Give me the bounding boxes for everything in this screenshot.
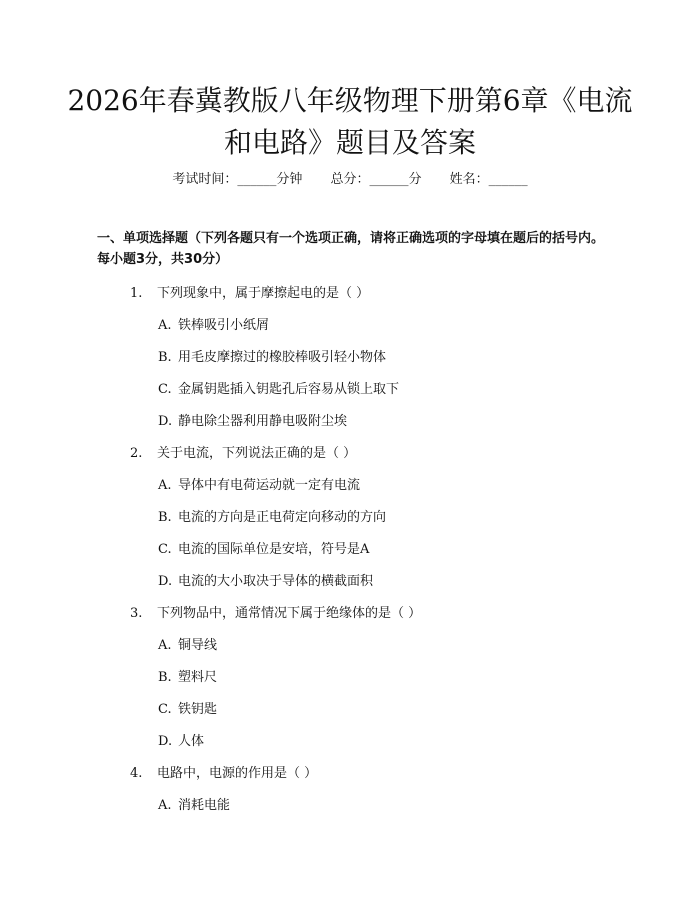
option-letter: C. — [158, 382, 172, 397]
question-2 — [130, 442, 356, 461]
question-4 — [130, 762, 317, 781]
question-1-option-d — [158, 410, 347, 429]
section-heading-single-choice: 一、单项选择题（下列各题只有一个选项正确，请将正确选项的字母填在题后的括号内。每小题3分，共30分） — [97, 231, 605, 267]
option-letter: A. — [158, 478, 172, 493]
question-2-option-c — [158, 538, 369, 557]
option-text: 用毛皮摩擦过的橡胶棒吸引轻小物体 — [178, 350, 387, 365]
question-3-option-d — [158, 730, 204, 749]
option-letter: D. — [158, 414, 173, 429]
question-2-option-d — [158, 570, 373, 589]
question-3-option-c — [158, 698, 217, 717]
question-1 — [130, 282, 369, 301]
option-letter: A. — [158, 638, 172, 653]
question-number: 2. — [130, 446, 143, 461]
option-text: 铜导线 — [178, 638, 218, 653]
question-2-option-a — [158, 474, 360, 493]
question-4-option-a — [158, 794, 230, 813]
exam-meta-line — [0, 168, 700, 187]
option-text: 人体 — [178, 734, 205, 749]
option-text: 铁钥匙 — [178, 702, 218, 717]
option-letter: A. — [158, 798, 172, 813]
option-text: 电流的国际单位是安培，符号是A — [178, 542, 370, 557]
option-letter: B. — [158, 670, 172, 685]
option-letter: B. — [158, 510, 172, 525]
option-text: 导体中有电荷运动就一定有电流 — [178, 478, 361, 493]
option-letter: C. — [158, 702, 172, 717]
question-1-option-c — [158, 378, 399, 397]
question-number: 4. — [130, 766, 143, 781]
total-score-field: 总分：______分 — [330, 172, 422, 187]
question-2-option-b — [158, 506, 386, 525]
question-number: 1. — [130, 286, 143, 301]
question-stem: 电路中，电源的作用是（ ） — [157, 766, 318, 781]
question-stem: 下列现象中，属于摩擦起电的是（ ） — [157, 286, 370, 301]
question-3-option-a — [158, 634, 217, 653]
student-name-field: 姓名：______ — [449, 172, 528, 187]
question-3 — [130, 602, 421, 621]
option-text: 电流的方向是正电荷定向移动的方向 — [178, 510, 387, 525]
question-1-option-b — [158, 346, 386, 365]
question-3-option-b — [158, 666, 217, 685]
option-letter: D. — [158, 574, 173, 589]
document-title: 2026年春冀教版八年级物理下册第6章《电流和电路》题目及答案 — [67, 84, 633, 159]
option-text: 金属钥匙插入钥匙孔后容易从锁上取下 — [178, 382, 400, 397]
option-letter: A. — [158, 318, 172, 333]
option-letter: D. — [158, 734, 173, 749]
option-text: 静电除尘器利用静电吸附尘埃 — [178, 414, 348, 429]
option-text: 电流的大小取决于导体的横截面积 — [178, 574, 374, 589]
question-stem: 关于电流，下列说法正确的是（ ） — [157, 446, 357, 461]
option-text: 铁棒吸引小纸屑 — [178, 318, 270, 333]
question-stem: 下列物品中，通常情况下属于绝缘体的是（ ） — [157, 606, 422, 621]
question-1-option-a — [158, 314, 269, 333]
option-text: 消耗电能 — [178, 798, 231, 813]
exam-time-field: 考试时间：______分钟 — [172, 172, 303, 187]
question-number: 3. — [130, 606, 143, 621]
option-letter: C. — [158, 542, 172, 557]
option-text: 塑料尺 — [178, 670, 218, 685]
option-letter: B. — [158, 350, 172, 365]
